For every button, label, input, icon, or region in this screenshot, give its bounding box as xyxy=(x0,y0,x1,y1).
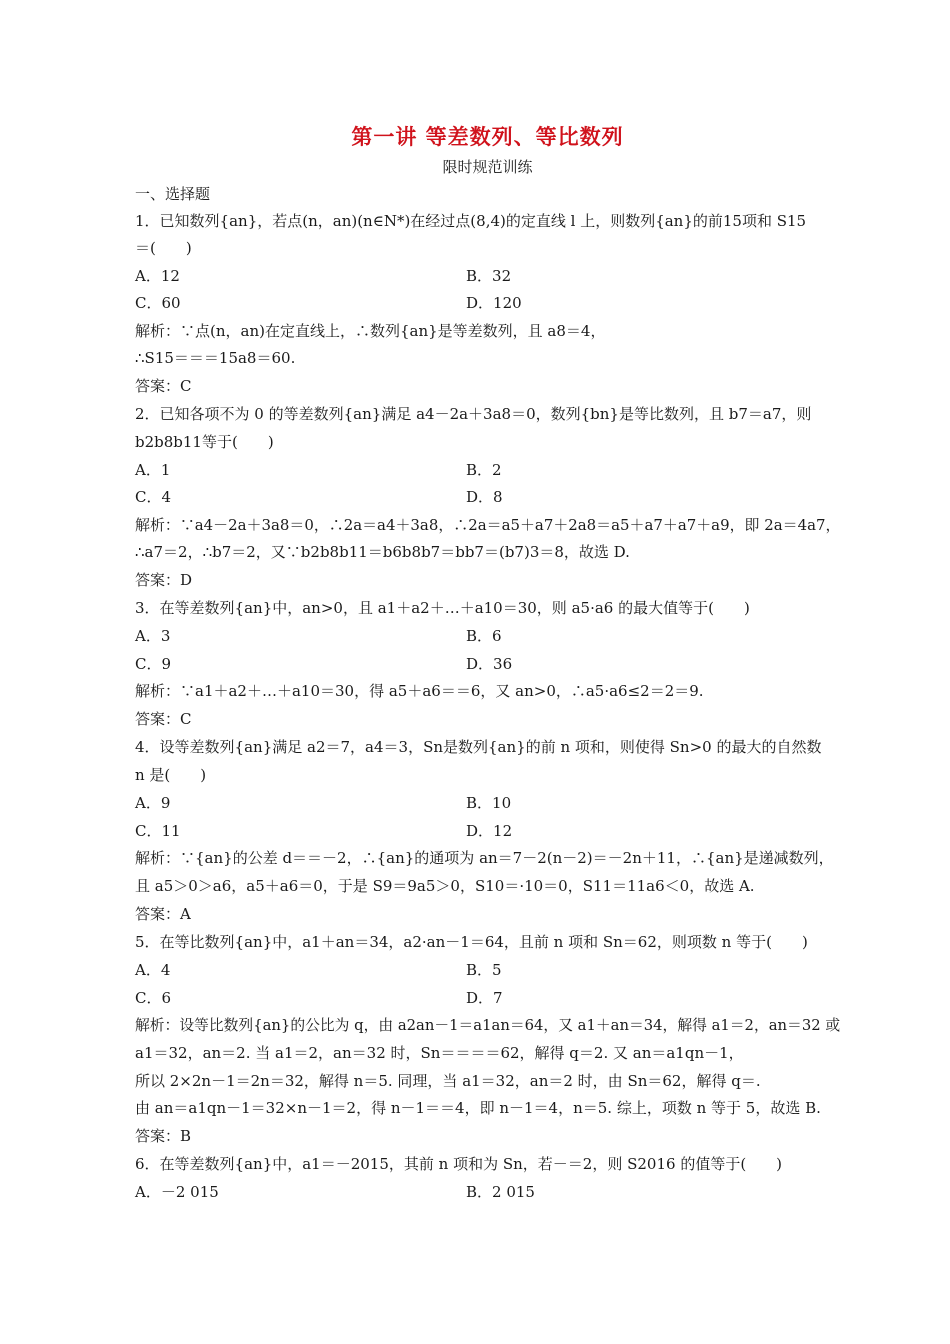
question-2-solution-cont: ∴a7＝2，∴b7＝2，又∵b2b8b11＝b6b8b7＝bb7＝(b7)3＝8，故选 D. xyxy=(135,543,630,561)
question-1-solution-cont: ∴S15＝＝＝15a8＝60. xyxy=(135,349,296,367)
question-1-option-b: B．32 xyxy=(466,267,512,285)
question-5-solution-cont-1: a1＝32，an＝2. 当 a1＝2，an＝32 时，Sn＝＝＝＝62，解得 q＝2. 又 an＝a1qn－1， xyxy=(135,1044,744,1062)
question-5-solution-cont-2: 所以 2×2n－1＝2n＝32，解得 n＝5. 同理，当 a1＝32，an＝2 时，由 Sn＝62，解得 q＝. xyxy=(135,1072,761,1090)
question-4-option-c: C．11 xyxy=(135,822,181,840)
question-1-option-c: C．60 xyxy=(135,294,181,312)
question-5-solution: 解析：设等比数列{an}的公比为 q，由 a2an－1＝a1an＝64，又 a1＋an＝34，解得 a1＝2，an＝32 或 xyxy=(135,1016,841,1034)
question-2-option-d: D．8 xyxy=(466,488,503,506)
question-5-option-a: A．4 xyxy=(135,961,171,979)
question-1-text-cont: ＝( ) xyxy=(135,239,192,257)
question-2-text: 2．已知各项不为 0 的等差数列{an}满足 a4－2a＋3a8＝0，数列{bn}是等比数列，且 b7＝a7，则 xyxy=(135,405,812,423)
question-6-option-b: B．2 015 xyxy=(466,1183,535,1201)
question-3-text: 3．在等差数列{an}中，an>0，且 a1＋a2＋…＋a10＝30，则 a5·a6 的最大值等于( ) xyxy=(135,599,750,617)
question-2-text-cont: b2b8b11等于( ) xyxy=(135,433,274,451)
question-3-answer: 答案：C xyxy=(135,710,192,728)
question-1-solution: 解析：∵点(n，an)在定直线上，∴数列{an}是等差数列，且 a8＝4， xyxy=(135,322,606,340)
question-1-option-d: D．120 xyxy=(466,294,522,312)
question-4-text: 4．设等差数列{an}满足 a2＝7，a4＝3，Sn是数列{an}的前 n 项和，则使得 Sn>0 的最大的自然数 xyxy=(135,738,822,756)
question-2-option-b: B．2 xyxy=(466,461,502,479)
question-4-solution: 解析：∵{an}的公差 d＝＝－2，∴{an}的通项为 an＝7－2(n－2)＝－2n＋11，∴{an}是递减数列， xyxy=(135,849,834,867)
question-6-option-a: A．－2 015 xyxy=(135,1183,219,1201)
question-4-solution-cont: 且 a5＞0＞a6，a5＋a6＝0，于是 S9＝9a5＞0，S10＝·10＝0，S11＝11a6＜0，故选 A. xyxy=(135,877,755,895)
question-2-solution: 解析：∵a4－2a＋3a8＝0，∴2a＝a4＋3a8，∴2a＝a5＋a7＋2a8＝a5＋a7＋a7＋a9，即 2a＝4a7， xyxy=(135,516,841,534)
question-5-option-c: C．6 xyxy=(135,989,172,1007)
question-2-answer: 答案：D xyxy=(135,571,193,589)
question-6-text: 6．在等差数列{an}中，a1＝－2015，其前 n 项和为 Sn，若－＝2，则 S2016 的值等于( ) xyxy=(135,1155,783,1173)
question-3-option-b: B．6 xyxy=(466,627,502,645)
question-3-option-d: D．36 xyxy=(466,655,513,673)
question-5-answer: 答案：B xyxy=(135,1127,192,1145)
question-5-option-b: B．5 xyxy=(466,961,502,979)
question-5-option-d: D．7 xyxy=(466,989,503,1007)
question-1-text: 1．已知数列{an}，若点(n，an)(n∈N*)在经过点(8,4)的定直线 l 上，则数列{an}的前15项和 S15 xyxy=(135,212,807,230)
question-2-option-a: A．1 xyxy=(135,461,171,479)
question-3-option-a: A．3 xyxy=(135,627,171,645)
question-3-solution: 解析：∵a1＋a2＋…＋a10＝30，得 a5＋a6＝＝6，又 an>0，∴a5·a6≤2＝2＝9. xyxy=(135,682,704,700)
question-5-text: 5．在等比数列{an}中，a1＋an＝34，a2·an－1＝64，且前 n 项和 Sn＝62，则项数 n 等于( ) xyxy=(135,933,808,951)
question-3-option-c: C．9 xyxy=(135,655,172,673)
question-1-option-a: A．12 xyxy=(135,267,180,285)
question-4-option-a: A．9 xyxy=(135,794,171,812)
question-4-option-b: B．10 xyxy=(466,794,512,812)
question-5-solution-cont-3: 由 an＝a1qn－1＝32×n－1＝2，得 n－1＝＝4，即 n－1＝4，n＝5. 综上，项数 n 等于 5，故选 B. xyxy=(135,1099,821,1117)
section-heading: 一、选择题 xyxy=(135,185,211,203)
page-subtitle: 限时规范训练 xyxy=(442,158,533,176)
question-1-answer: 答案：C xyxy=(135,377,192,395)
page-title: 第一讲 等差数列、等比数列 xyxy=(351,125,624,149)
question-2-option-c: C．4 xyxy=(135,488,172,506)
question-4-text-cont: n 是( ) xyxy=(135,766,207,784)
question-4-option-d: D．12 xyxy=(466,822,513,840)
question-4-answer: 答案：A xyxy=(135,905,191,923)
